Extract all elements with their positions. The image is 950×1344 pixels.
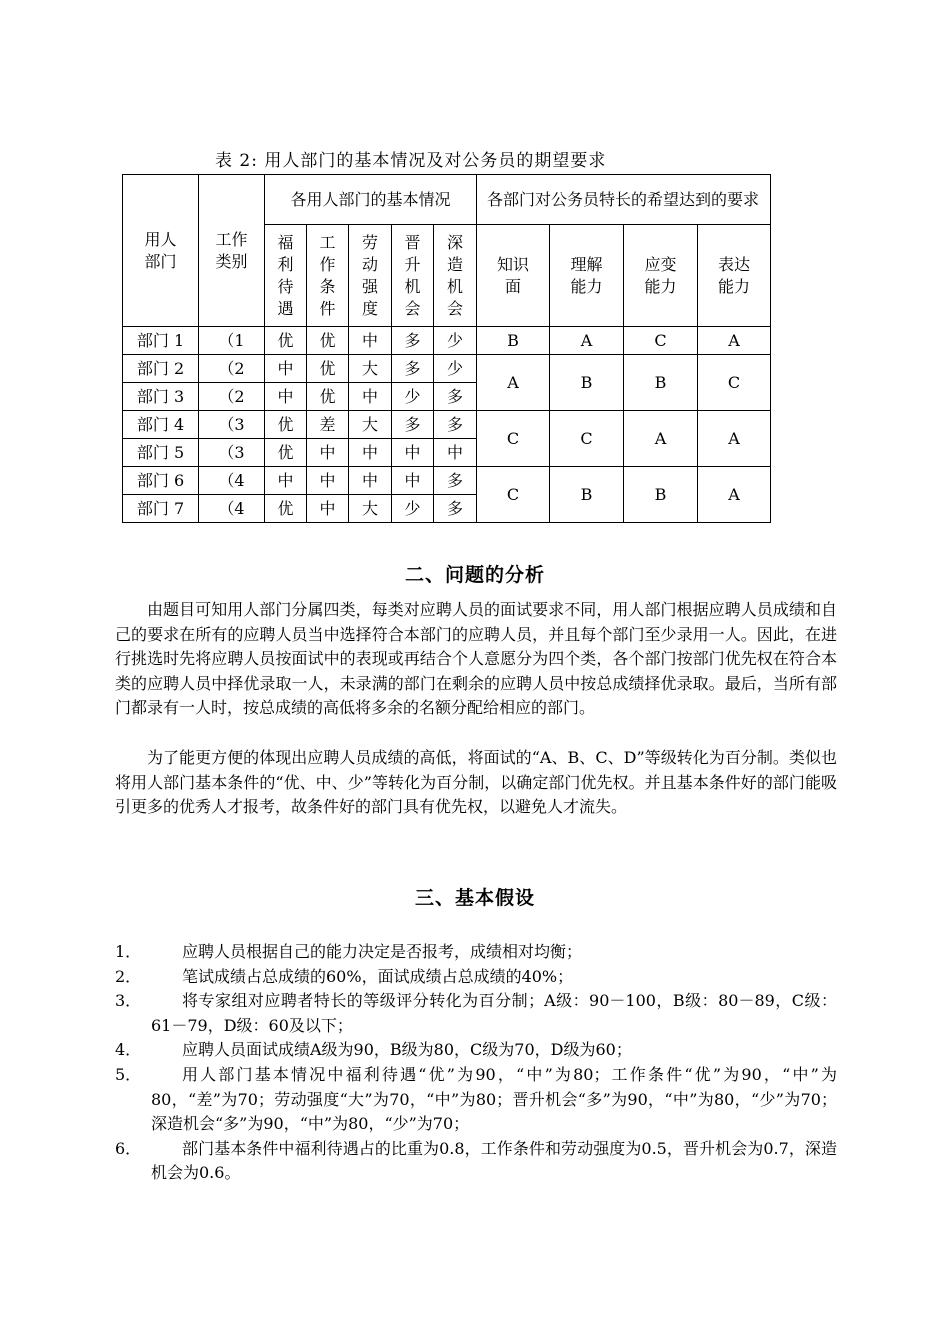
header-promotion: 晋升机会 [392,225,434,327]
list-item [115,989,837,1038]
header-adaptability: 应变能力 [624,225,698,327]
list-item [115,1137,837,1186]
item-text: 将专家组对应聘者特长的等级评分转化为百分制；A级：90－100，B级：80－89，C级：61－79，D级：60及以下； [151,991,837,1035]
cell-dept: 部门 7 [123,495,199,523]
list-item [115,940,837,965]
header-basic-group: 各用人部门的基本情况 [265,175,477,225]
cell-hope: B [477,327,550,355]
cell-basic: 中 [392,467,434,495]
cell-basic: 少 [434,327,477,355]
cell-hope: A [477,355,550,411]
cell-basic: 中 [265,355,307,383]
cell-type: （3 [199,439,265,467]
header-understanding: 理解能力 [550,225,624,327]
header-type: 工作类别 [199,175,265,327]
list-item [115,1038,837,1063]
cell-hope: B [550,355,624,411]
cell-basic: 优 [307,355,349,383]
cell-basic: 中 [349,327,392,355]
cell-basic: 多 [434,411,477,439]
cell-basic: 少 [392,383,434,411]
cell-basic: 多 [392,355,434,383]
cell-basic: 少 [392,495,434,523]
header-knowledge: 知识面 [477,225,550,327]
list-item [115,965,837,990]
item-number: 2． [115,966,142,986]
cell-basic: 优 [265,327,307,355]
item-text: 应聘人员根据自己的能力决定是否报考，成绩相对均衡； [182,942,583,961]
header-welfare: 福利待遇 [265,225,307,327]
cell-basic: 中 [265,383,307,411]
cell-basic: 大 [349,411,392,439]
cell-type: （3 [199,411,265,439]
cell-hope: A [698,327,771,355]
department-table [122,174,771,523]
cell-hope: C [698,355,771,411]
header-expression: 表达能力 [698,225,771,327]
table-row [123,355,771,383]
cell-hope: A [624,411,698,467]
cell-basic: 多 [434,467,477,495]
cell-hope: B [550,467,624,523]
header-hope-group: 各部门对公务员特长的希望达到的要求 [477,175,771,225]
cell-dept: 部门 2 [123,355,199,383]
cell-basic: 中 [307,439,349,467]
cell-basic: 中 [349,439,392,467]
cell-hope: C [550,411,624,467]
cell-basic: 中 [392,439,434,467]
cell-hope: C [477,467,550,523]
cell-basic: 大 [349,355,392,383]
cell-basic: 优 [307,383,349,411]
paragraph: 由题目可知用人部门分属四类，每类对应聘人员的面试要求不同，用人部门根据应聘人员成绩和自己的要求在所有的应聘人员当中选择符合本部门的应聘人员，并且每个部门至少录用一人。因此，在进行挑选时先将应聘人员按面试中的表现或再结合个人意愿分为四个类，各个部门按部门优先权在符合本类的应聘人员中择优录取一人，未录满的部门在剩余的应聘人员中按总成绩择优录取。最后，当所有部门都录有一人时，按总成绩的高低将多余的名额分配给相应的部门。 [115,600,837,718]
section-title-analysis: 二、问题的分析 [404,564,545,586]
cell-basic: 优 [307,327,349,355]
cell-type: （2 [199,355,265,383]
cell-hope: C [624,327,698,355]
header-intensity: 劳动强度 [349,225,392,327]
item-text: 部门基本条件中福利待遇占的比重为0.8，工作条件和劳动强度为0.5，晋升机会为0.7，深造机会为0.6。 [151,1138,837,1183]
cell-hope: A [698,411,771,467]
cell-basic: 中 [349,467,392,495]
cell-dept: 部门 4 [123,411,199,439]
item-text: 应聘人员面试成绩A级为90，B级为80，C级为70，D级为60； [182,1040,632,1060]
cell-basic: 多 [434,495,477,523]
item-number: 3． [115,991,142,1011]
cell-dept: 部门 6 [123,467,199,495]
cell-basic: 少 [434,355,477,383]
header-study: 深造机会 [434,225,477,327]
cell-basic: 中 [307,467,349,495]
paragraph: 为了能更方便的体现出应聘人员成绩的高低，将面试的“A、B、C、D”等级转化为百分制。类似也将用人部门基本条件的“优、中、少”等转化为百分制，以确定部门优先权。并且基本条件好的部门能吸引更多的优秀人才报考，故条件好的部门具有优先权，以避免人才流失。 [115,748,837,817]
cell-basic: 优 [265,439,307,467]
cell-type: （4 [199,495,265,523]
cell-basic: 中 [265,467,307,495]
header-conditions: 工作条件 [307,225,349,327]
cell-type: （1 [199,327,265,355]
item-text: 笔试成绩占总成绩的60%，面试成绩占总成绩的40%； [182,966,574,986]
cell-basic: 中 [307,495,349,523]
cell-type: （2 [199,383,265,411]
cell-basic: 多 [434,383,477,411]
assumption-list [115,940,837,1186]
cell-basic: 多 [392,327,434,355]
cell-hope: A [550,327,624,355]
cell-basic: 中 [349,383,392,411]
cell-basic: 差 [307,411,349,439]
section-title-assumptions: 三、基本假设 [414,887,535,909]
cell-basic: 大 [349,495,392,523]
table-row [123,411,771,439]
cell-basic: 优 [265,495,307,523]
item-number: 6． [115,1138,142,1158]
table-row [123,467,771,495]
table-caption: 表 2: 用人部门的基本情况及对公务员的期望要求 [215,151,607,171]
list-item [115,1063,837,1137]
header-dept: 用人部门 [123,175,199,327]
table-row [123,327,771,355]
item-number: 4． [115,1040,142,1060]
cell-hope: A [698,467,771,523]
cell-basic: 多 [392,411,434,439]
cell-hope: C [477,411,550,467]
cell-dept: 部门 1 [123,327,199,355]
cell-hope: B [624,467,698,523]
item-number: 1． [115,942,142,961]
item-text: 用人部门基本情况中福利待遇“优”为90，“中”为80；工作条件“优”为90，“中”为80，“差”为70；劳动强度“大”为70，“中”为80；晋升机会“多”为90，“中”为80，“少”为70；深造机会“多”为90，“中”为80，“少”为70； [151,1064,837,1134]
cell-type: （4 [199,467,265,495]
cell-basic: 优 [265,411,307,439]
item-number: 5． [115,1064,142,1084]
cell-hope: B [624,355,698,411]
cell-basic: 中 [434,439,477,467]
cell-dept: 部门 5 [123,439,199,467]
cell-dept: 部门 3 [123,383,199,411]
